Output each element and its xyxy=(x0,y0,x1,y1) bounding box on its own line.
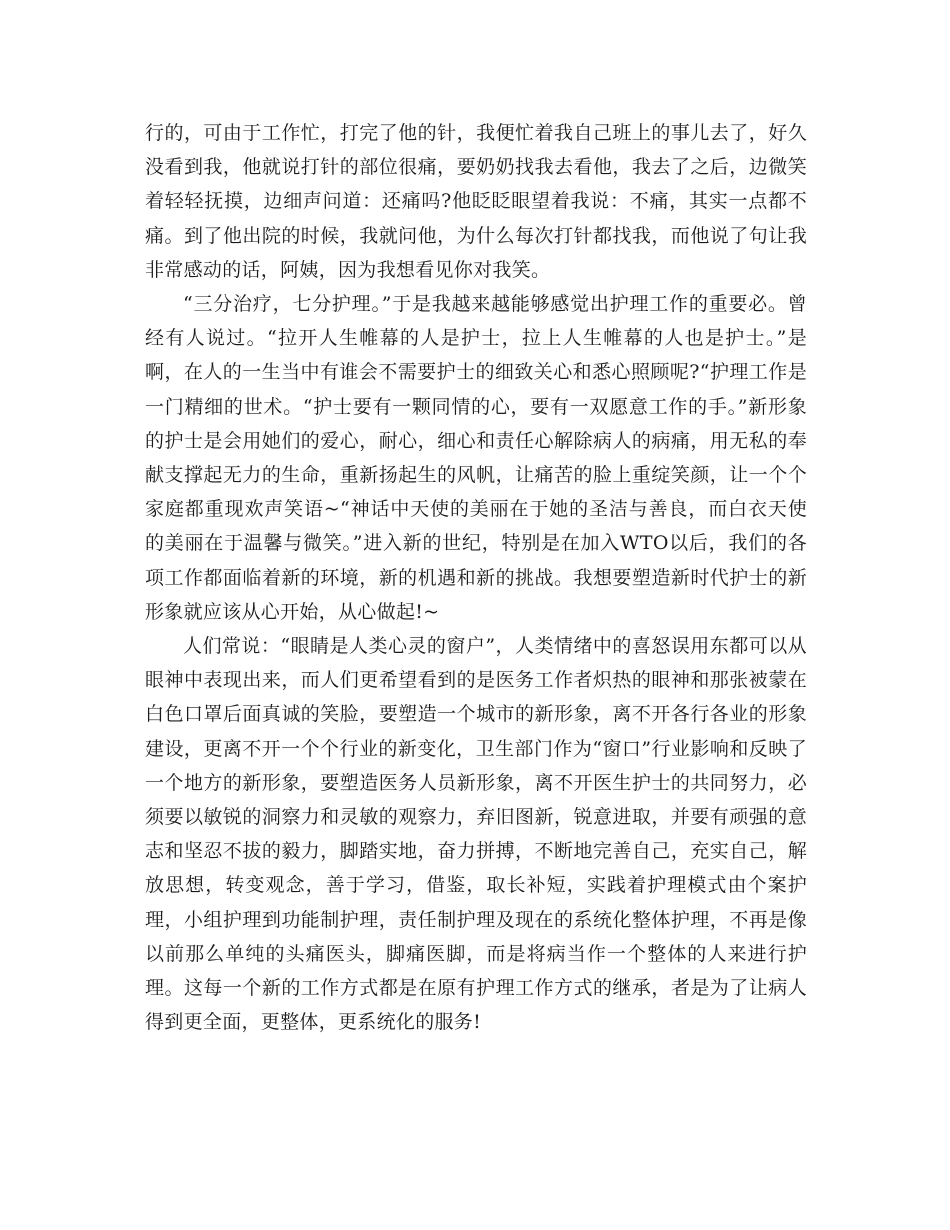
paragraph-2: “三分治疗，七分护理。”于是我越来越能够感觉出护理工作的重要必。曾经有人说过。“拉开人生帷幕的人是护士，拉上人生帷幕的人也是护士。”是啊，在人的一生当中有谁会不需要护士的细致关心和悉心照顾呢?“护理工作是一门精细的世术。“护士要有一颗同情的心，要有一双愿意工作的手。”新形象的护士是会用她们的爱心，耐心，细心和责任心解除病人的病痛，用无私的奉献支撑起无力的生命，重新扬起生的风帆，让痛苦的脸上重绽笑颜，让一个个家庭都重现欢声笑语~“神话中天使的美丽在于她的圣洁与善良，而白衣天使的美丽在于温馨与微笑。”进入新的世纪，特别是在加入WTO以后，我们的各项工作都面临着新的环境，新的机遇和新的挑战。我想要塑造新时代护士的新形象就应该从心开始，从心做起!~ xyxy=(145,293,807,623)
paragraph-3: 人们常说：“眼睛是人类心灵的窗户”，人类情绪中的喜怒误用东都可以从眼神中表现出来，而人们更希望看到的是医务工作者炽热的眼神和那张被蒙在白色口罩后面真诚的笑脸，要塑造一个城市的新形象，离不开各行各业的形象建设，更离不开一个个行业的新变化，卫生部门作为“窗口”行业影响和反映了一个地方的新形象，要塑造医务人员新形象，离不开医生护士的共同努力，必须要以敏锐的洞察力和灵敏的观察力，弃旧图新，锐意进取，并要有顽强的意志和坚忍不拔的毅力，脚踏实地，奋力拼搏，不断地完善自己，充实自己，解放思想，转变观念，善于学习，借鉴，取长补短，实践着护理模式由个案护理，小组护理到功能制护理，责任制护理及现在的系统化整体护理，不再是像以前那么单纯的头痛医头，脚痛医脚，而是将病当作一个整体的人来进行护理。这每一个新的工作方式都是在原有护理工作方式的继承，者是为了让病人得到更全面，更整体，更系统化的服务! xyxy=(145,635,807,1034)
document-body xyxy=(145,116,807,1039)
paragraph-1: 行的，可由于工作忙，打完了他的针，我便忙着我自己班上的事儿去了，好久没看到我，他就说打针的部位很痛，要奶奶找我去看他，我去了之后，边微笑着轻轻抚摸，边细声问道：还痛吗?他眨眨眼望着我说：不痛，其实一点都不痛。到了他出院的时候，我就问他，为什么每次打针都找我，而他说了句让我非常感动的话，阿姨，因为我想看见你对我笑。 xyxy=(145,122,807,281)
